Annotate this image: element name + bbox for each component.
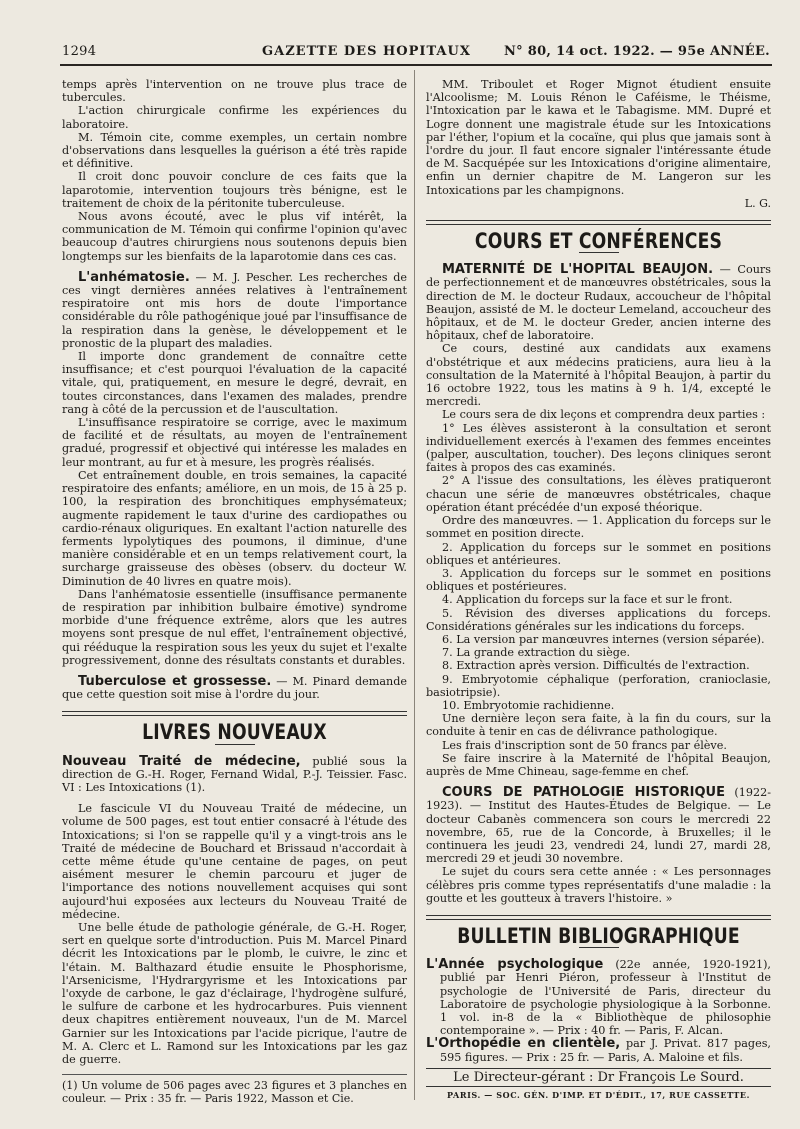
biblio-entry [426,958,771,1037]
section-paragraph [62,271,407,350]
list-item: 2. Application du forceps sur le sommet en positions obliques et antérieures. [426,540,771,567]
column-divider [414,70,415,1100]
section-heading: L'anhématosie. [78,269,190,285]
signature: L. G. [744,196,771,210]
list-item: 3. Application du forceps sur le sommet en positions obliques et postérieures. [426,566,771,594]
section-text: — Cours de perfectionnement et de manœuvres obstétricales, sous la direction de M. le docteur Rudaux, accoucheur de l'hôpital Beaujon, assisté de M. le docteur Lemeland, accoucheur des hôpitaux, et de M. le docteur Greder, ancien interne des hôpitaux, chef de laboratoire. [426,263,771,343]
paragraph: Le cours sera de dix leçons et comprendra deux parties : [442,408,766,422]
section-paragraph [426,786,771,865]
footnote: (1) Un volume de 506 pages avec 23 figures et 3 planches en couleur. — Prix : 35 fr. — Paris 1922, Masson et Cie. [62,1074,407,1105]
section-heading: MATERNITÉ DE L'HOPITAL BEAUJON. [442,262,714,278]
paragraph: Le fascicule VI du Nouveau Traité de médecine, un volume de 500 pages, est tout entier consacré à l'étude des Intoxications; si l'on se rappelle qu'il y a vingt-trois ans le Traité de médecine de Bouchard et Brissaud n'accordait à cette même étude qu'une centaine de pages, on peut aisément mesurer le chemin parcouru et juger de l'importance des notions nouvellement acquises qui sont aujourd'hui exposées aux lecteurs du Nouveau Traité de médecine. [62,802,407,921]
section-text: Les recherches de ces vingt dernières années relatives à l'entraînement respiratoire ont mis hors de doute l'importance considérable du rôle pathogénique joué par l'insuffisance de la respiration dans la genèse, le développement et le pronostic de la plupart des maladies. [62,270,407,350]
book-info: par J. Privat. 817 pages, 595 figures. — Prix : 25 fr. — Paris, A. Maloine et fils. [440,1037,771,1064]
paragraph: Il importe donc grandement de connaître cette insuffisance; et c'est pourquoi l'évaluation de la capacité vitale, qui, pratiquement, en mesure le degré, devrait, en toutes circonstances, dans l'examen des malades, prendre rang à côté de la percussion et de l'auscultation. [62,350,407,416]
page-header [62,44,770,64]
book-title: Nouveau Traité de médecine, [62,753,301,769]
list-item: 10. Embryotomie rachidienne. [442,698,615,712]
section-text: — M. Pinard demande que cette question soit mise à l'ordre du jour. [62,674,407,702]
paragraph: MM. Triboulet et Roger Mignot étudient ensuite l'Alcoolisme; M. Louis Rénon le Caféisme, le Théisme, l'Intoxication par le kawa et le Tabagisme. MM. Dupré et Logre donnent une magistrale étude sur les Intoxications par l'éther, l'opium et la cocaïne, qui plus que jamais sont à l'ordre du jour. Il faut encore signaler l'intéressante étude de M. Sacquépée sur les Intoxications d'origine alimentaire, enfin un dernier chapitre de M. Langeron sur les Intoxications par les champignons. [426,78,771,197]
paragraph: Les frais d'inscription sont de 50 francs par élève. [442,738,727,752]
book-title: L'Orthopédie en clientèle, [426,1036,621,1052]
list-item: 4. Application du forceps sur la face et sur le front. [442,593,733,607]
right-column [426,78,771,1102]
book-info: (22e année, 1920-1921), publié par Henri Piéron, professeur à l'Institut de psychologie de l'Université de Paris, directeur du Laboratoire de psychologie physiologique à la Sorbonne. 1 vol. in-8 de la « Bibliothèque de philosophie contemporaine ». — Prix : 40 fr. — Paris, F. Alcan. [440,958,771,1038]
paragraph: 1° Les élèves assisteront à la consultation et seront individuellement exercés à l'examen des femmes enceintes (palper, auscultation, toucher). Des leçons cliniques seront faites à propos des cas examinés. [426,421,771,475]
section-text: (1922-1923). — Institut des Hautes-Études de Belgique. — Le docteur Cabanès commencera son cours le mercredi 22 novembre, 65, rue de la Concorde, à Bruxelles; il le continuera les jeudi 23, vendredi 24, lundi 27, mardi 28, mercredi 29 et jeudi 30 novembre. [426,786,771,866]
paragraph: Une dernière leçon sera faite, à la fin du cours, sur la conduite à tenir en cas de délivrance pathologique. [426,712,771,739]
paragraph: Ordre des manœuvres. — 1. Application du forceps sur le sommet en position directe. [426,514,771,541]
section-author: — M. J. Pescher. [195,270,294,284]
list-item: 5. Révision des diverses applications du forceps. Considérations générales sur les indications du forceps. [426,606,771,633]
paragraph: Se faire inscrire à la Maternité de l'hôpital Beaujon, auprès de Mme Chineau, sage-femme en chef. [426,751,771,778]
section-paragraph [426,263,771,342]
book-info: publié sous la direction de G.-H. Roger, Fernand Widal, P.-J. Teissier. Fasc. VI : Les Intoxications (1). [62,754,408,794]
page-number: 1294 [62,44,97,59]
paragraph: 2° A l'issue des consultations, les élèves pratiqueront chacun une série de manœuvres obstétricales, chaque opération étant précédée d'un exposé théorique. [426,474,771,514]
list-item: 8. Extraction après version. Difficultés de l'extraction. [442,659,750,673]
paragraph: temps après l'intervention on ne trouve plus trace de tubercules. [62,78,407,105]
cours-heading: COURS ET CONFÉRENCES [474,229,723,254]
list-item: 7. La grande extraction du siège. [442,646,631,660]
livres-heading: LIVRES NOUVEAUX [142,720,327,745]
paragraph: M. Témoin cite, comme exemples, un certain nombre d'observations dans lesquelles la guérison a été très rapide et définitive. [62,130,407,171]
section-heading: COURS DE PATHOLOGIE HISTORIQUE [442,785,725,801]
issue-info: N° 80, 14 oct. 1922. — 95e ANNÉE. [503,44,770,59]
section-rule [426,915,771,920]
paragraph: Une belle étude de pathologie générale, de G.-H. Roger, sert en quelque sorte d'introduction. Puis M. Marcel Pinard décrit les Intoxications par le plomb, le cuivre, le zinc et l'étain. M. Balthazard étudie ensuite le Phosphorisme, l'Arsenicisme, l'Hydrargyrisme et les Intoxications par l'oxyde de carbone, le gaz d'éclairage, l'hydrogène sulfuré, le sulfure de carbone et les hydrocarbures. Puis viennent deux chapitres entièrement nouveaux, l'un de M. Marcel Garnier sur les Intoxications par l'acide picrique, l'autre de M. A. Clerc et L. Ramond sur les Intoxications par les gaz de guerre. [62,920,407,1067]
left-column [62,78,407,1105]
director-line: Le Directeur-gérant : Dr François Le Sourd. [426,1068,771,1084]
paragraph: Nous avons écouté, avec le plus vif intérêt, la communication de M. Témoin qui confirme l'opinion qu'avec beaucoup d'autres chirurgiens nous soutenons depuis bien longtemps sur les bienfaits de la laparotomie dans ces cas. [62,210,407,263]
biblio-heading: BULLETIN BIBLIOGRAPHIQUE [457,923,740,948]
list-item: 6. La version par manœuvres internes (version séparée). [442,632,765,646]
paragraph: Dans l'anhématosie essentielle (insuffisance permanente de respiration par inhibition bulbaire émotive) syndrome morbide d'une fréquence extrême, alors que les autres moyens sont presque de nul effet, l'entraînement objectivé, qui rééduque la respiration sous les yeux du sujet et l'exalte progressivement, donne des résultats constants et durables. [62,587,407,667]
book-title: L'Année psychologique [426,957,604,973]
header-rule [60,64,772,66]
journal-title: GAZETTE DES HOPITAUX [262,44,471,59]
paragraph: Ce cours, destiné aux candidats aux examens d'obstétrique et aux médecins praticiens, aura lieu à la consultation de la Maternité à l'hôpital Beaujon, à partir du 16 octobre 1922, tous les matins à 9 h. 1/4, excepté le mercredi. [426,342,771,409]
paragraph: L'insuffisance respiratoire se corrige, avec le maximum de facilité et de résultats, au moyen de l'entraînement gradué, progressif et objectivé qui intéresse les malades en leur montrant, au fur et à mesure, les progrès réalisés. [62,416,407,469]
paragraph: Il croit donc pouvoir conclure de ces faits que la laparotomie, intervention toujours très bénigne, est le traitement de choix de la péritonite tuberculeuse. [62,170,407,210]
biblio-entry [426,1037,771,1063]
section-rule [62,711,407,716]
section-paragraph [62,675,407,701]
paragraph: Cet entraînement double, en trois semaines, la capacité respiratoire des enfants; améliore, en un mois, de 15 à 25 p. 100, la respiration des bronchitiques emphysémateux; augmente rapidement le taux d'urine des cardiopathes ou cardio-rénaux oliguriques. En exaltant l'action naturelle des ferments lypolytiques des poumons, il diminue, d'une manière considérable et en un temps relativement court, la surcharge graisseuse des obèses (observ. du docteur W. Diminution de 40 livres en quatre mois). [62,468,407,588]
section-heading: Tuberculose et grossesse. [78,673,272,689]
list-item: 9. Embryotomie céphalique (perforation, cranioclasie, basiotripsie). [426,672,771,699]
book-entry [62,755,407,795]
section-rule [426,220,771,225]
paragraph: Le sujet du cours sera cette année : « Les personnages célèbres pris comme types représentatifs d'une maladie : la goutte et les goutteux à travers l'histoire. » [426,865,771,905]
paragraph: L'action chirurgicale confirme les expériences du laboratoire. [62,104,407,131]
printer-line: PARIS. — SOC. GÉN. D'IMP. ET D'ÉDIT., 17, RUE CASSETTE. [426,1086,771,1102]
